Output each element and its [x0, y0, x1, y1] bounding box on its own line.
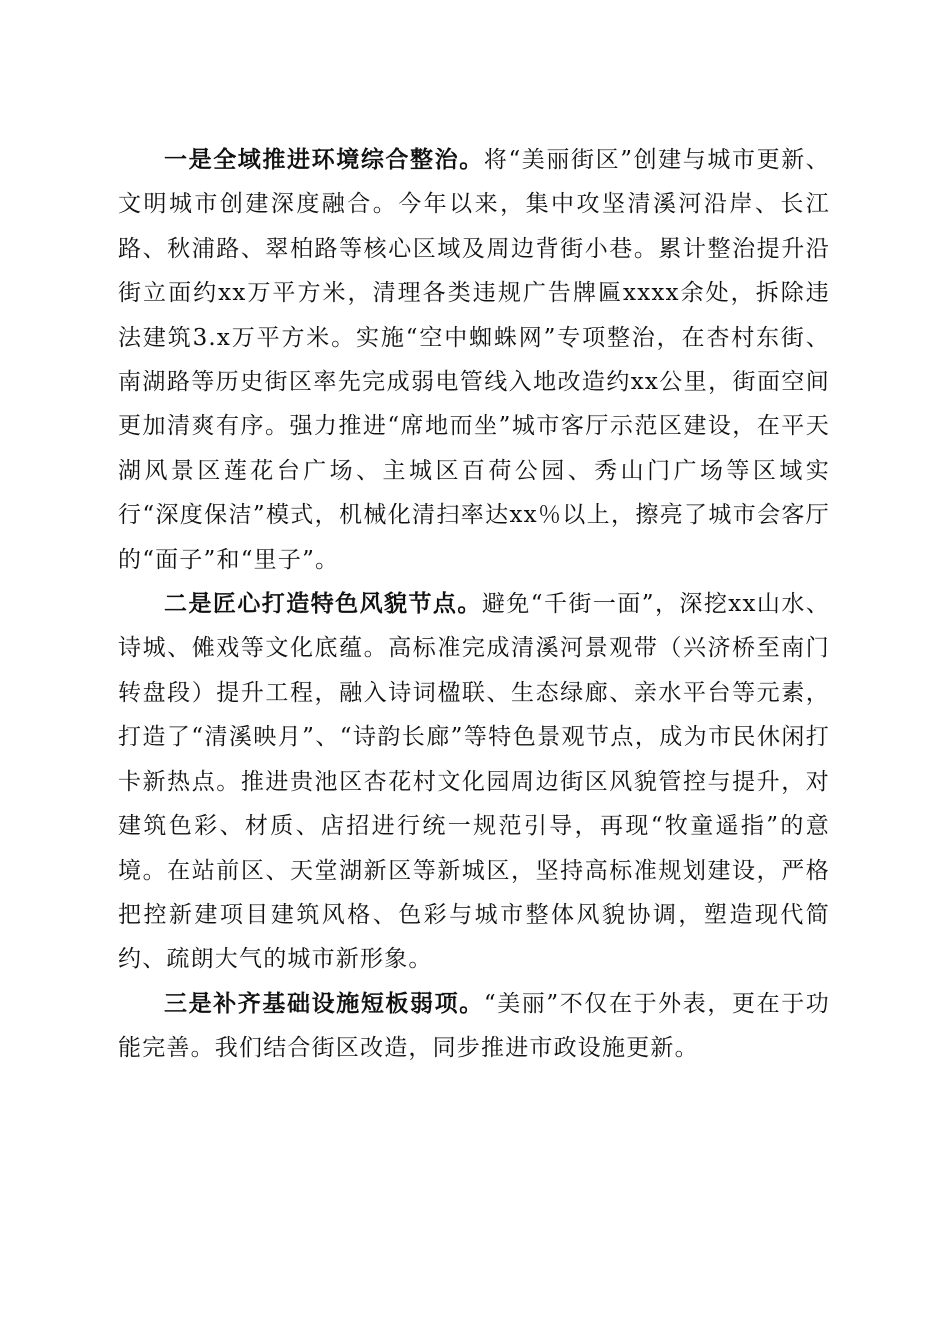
paragraph-2-heading: 二是匠心打造特色风貌节点。	[164, 590, 482, 618]
paragraph-3-heading: 三是补齐基础设施短板弱项。	[164, 989, 484, 1017]
document-body	[118, 138, 830, 1071]
paragraph-1-text: 将“美丽街区”创建与城市更新、文明城市创建深度融合。今年以来，集中攻坚清溪河沿岸、长江路、秋浦路、翠柏路等核心区域及周边背街小巷。累计整治提升沿街立面约xx万平方米，清理各类违规广告牌匾xxxx余处，拆除违法建筑3.x万平方米。实施“空中蜘蛛网”专项整治，在杏村东街、南湖路等历史街区率先完成弱电管线入地改造约xx公里，街面空间更加清爽有序。强力推进“席地而坐”城市客厅示范区建设，在平天湖风景区莲花台广场、主城区百荷公园、秀山门广场等区域实行“深度保洁”模式，机械化清扫率达xx％以上，擦亮了城市会客厅的“面子”和“里子”。	[118, 147, 830, 573]
paragraph-3-text: “美丽”不仅在于外表，更在于功能完善。我们结合街区改造，同步推进市政设施更新。	[118, 990, 830, 1062]
paragraph-2-text: 避免“千街一面”，深挖xx山水、诗城、傩戏等文化底蕴。高标准完成清溪河景观带（兴济桥至南门转盘段）提升工程，融入诗词楹联、生态绿廊、亲水平台等元素，打造了“清溪映月”、“诗韵长廊”等特色景观节点，成为市民休闲打卡新热点。推进贵池区杏花村文化园周边街区风貌管控与提升，对建筑色彩、材质、店招进行统一规范引导，再现“牧童遥指”的意境。在站前区、天堂湖新区等新城区，坚持高标准规划建设，严格把控新建项目建筑风格、色彩与城市整体风貌协调，塑造现代简约、疏朗大气的城市新形象。	[118, 591, 830, 973]
paragraph-3	[118, 982, 830, 1071]
paragraph-1	[118, 138, 830, 582]
paragraph-1-heading: 一是全域推进环境综合整治。	[164, 146, 484, 173]
paragraph-2	[118, 582, 830, 982]
